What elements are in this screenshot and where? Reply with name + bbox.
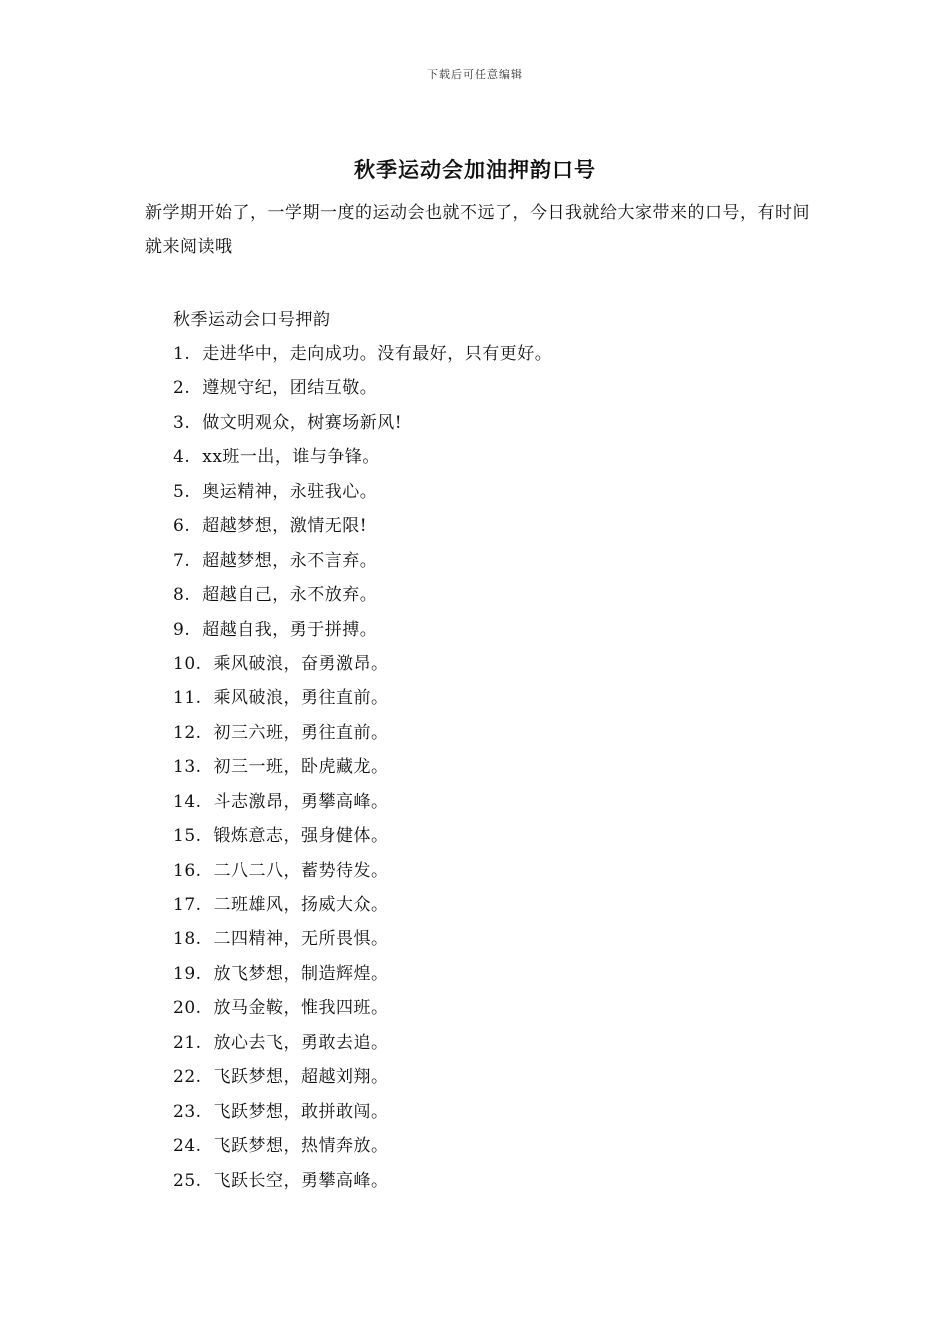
list-item <box>173 1164 823 1198</box>
list-item-text: 二四精神，无所畏惧。 <box>213 929 389 950</box>
list-item <box>173 440 823 474</box>
document-title: 秋季运动会加油押韵口号 <box>354 157 596 182</box>
list-item-number: 25. <box>173 1170 202 1191</box>
list-item-number: 19. <box>173 963 202 984</box>
list-item-text: 超越自己，永不放弃。 <box>202 585 378 606</box>
list-item-text: 斗志激昂，勇攀高峰。 <box>213 791 389 812</box>
list-item-number: 9. <box>173 619 191 640</box>
intro-paragraph: 新学期开始了，一学期一度的运动会也就不远了，今日我就给大家带来的口号，有时间就来阅读哦 <box>145 203 810 257</box>
list-item-text: 超越梦想，永不言弃。 <box>202 550 378 571</box>
list-item-number: 1. <box>173 344 191 364</box>
list-item-text: 走进华中，走向成功。没有最好，只有更好。 <box>202 344 553 364</box>
list-item-text: xx班一出，谁与争锋。 <box>202 447 380 468</box>
list-item-text: 二八二八，蓄势待发。 <box>213 860 389 881</box>
list-item-number: 21. <box>173 1032 202 1053</box>
list-item-number: 10. <box>173 653 202 674</box>
list-item-text: 放心去飞，勇敢去追。 <box>213 1032 389 1053</box>
list-item-number: 6. <box>173 516 191 537</box>
list-item-number: 22. <box>173 1067 202 1088</box>
list-item-number: 4. <box>173 447 191 468</box>
list-item-text: 初三六班，勇往直前。 <box>213 722 389 743</box>
list-item <box>173 922 823 956</box>
list-item-text: 乘风破浪，勇往直前。 <box>213 688 389 709</box>
list-item-text: 做文明观众，树赛场新风! <box>202 412 403 433</box>
list-item <box>173 1060 823 1094</box>
list-item <box>173 578 823 612</box>
list-item-text: 乘风破浪，奋勇激昂。 <box>213 653 389 674</box>
list-item <box>173 1129 823 1163</box>
list-item-text: 飞跃长空，勇攀高峰。 <box>213 1170 389 1191</box>
list-item <box>173 406 823 440</box>
list-item-number: 12. <box>173 722 202 743</box>
list-item <box>173 991 823 1025</box>
list-item-text: 超越梦想，激情无限! <box>202 516 368 537</box>
list-item-text: 飞跃梦想，敢拼敢闯。 <box>213 1101 389 1122</box>
list-item-text: 放飞梦想，制造辉煌。 <box>213 963 389 984</box>
list-item-text: 奥运精神，永驻我心。 <box>202 481 378 502</box>
list-item <box>173 681 823 715</box>
list-item <box>173 475 823 509</box>
list-item-number: 18. <box>173 929 202 950</box>
list-item-text: 飞跃梦想，超越刘翔。 <box>213 1067 389 1088</box>
list-item-number: 5. <box>173 481 191 502</box>
list-item-text: 初三一班，卧虎藏龙。 <box>213 757 389 778</box>
list-item-text: 飞跃梦想，热情奔放。 <box>213 1136 389 1157</box>
list-item <box>173 337 823 371</box>
list-item <box>173 716 823 750</box>
list-item <box>173 957 823 991</box>
list-item-number: 16. <box>173 860 202 881</box>
list-item-number: 8. <box>173 585 191 606</box>
list-item-number: 2. <box>173 378 191 399</box>
list-item-text: 超越自我，勇于拼搏。 <box>202 619 378 640</box>
slogan-section <box>173 303 823 1198</box>
list-item-number: 14. <box>173 791 202 812</box>
list-item <box>173 1026 823 1060</box>
list-item <box>173 613 823 647</box>
list-item <box>173 888 823 922</box>
list-item <box>173 750 823 784</box>
list-item <box>173 544 823 578</box>
list-item-number: 24. <box>173 1136 202 1157</box>
list-item-number: 11. <box>173 688 202 709</box>
list-item <box>173 785 823 819</box>
page-header-note: 下载后可任意编辑 <box>427 68 523 81</box>
list-item-number: 7. <box>173 550 191 571</box>
list-item-number: 17. <box>173 895 202 915</box>
list-item <box>173 1095 823 1129</box>
section-heading: 秋季运动会口号押韵 <box>173 310 331 330</box>
list-item-text: 放马金鞍，惟我四班。 <box>213 998 389 1019</box>
list-item <box>173 371 823 405</box>
list-item-number: 13. <box>173 757 202 778</box>
list-item <box>173 819 823 853</box>
slogan-list <box>173 337 823 1198</box>
list-item-text: 二班雄风，扬威大众。 <box>213 895 389 915</box>
list-item <box>173 647 823 681</box>
list-item-text: 遵规守纪，团结互敬。 <box>202 378 378 399</box>
list-item <box>173 854 823 888</box>
list-item-number: 23. <box>173 1101 202 1122</box>
list-item-number: 3. <box>173 412 191 433</box>
list-item-number: 20. <box>173 998 202 1019</box>
list-item-text: 锻炼意志，强身健体。 <box>213 826 389 847</box>
list-item-number: 15. <box>173 826 202 847</box>
list-item <box>173 509 823 543</box>
